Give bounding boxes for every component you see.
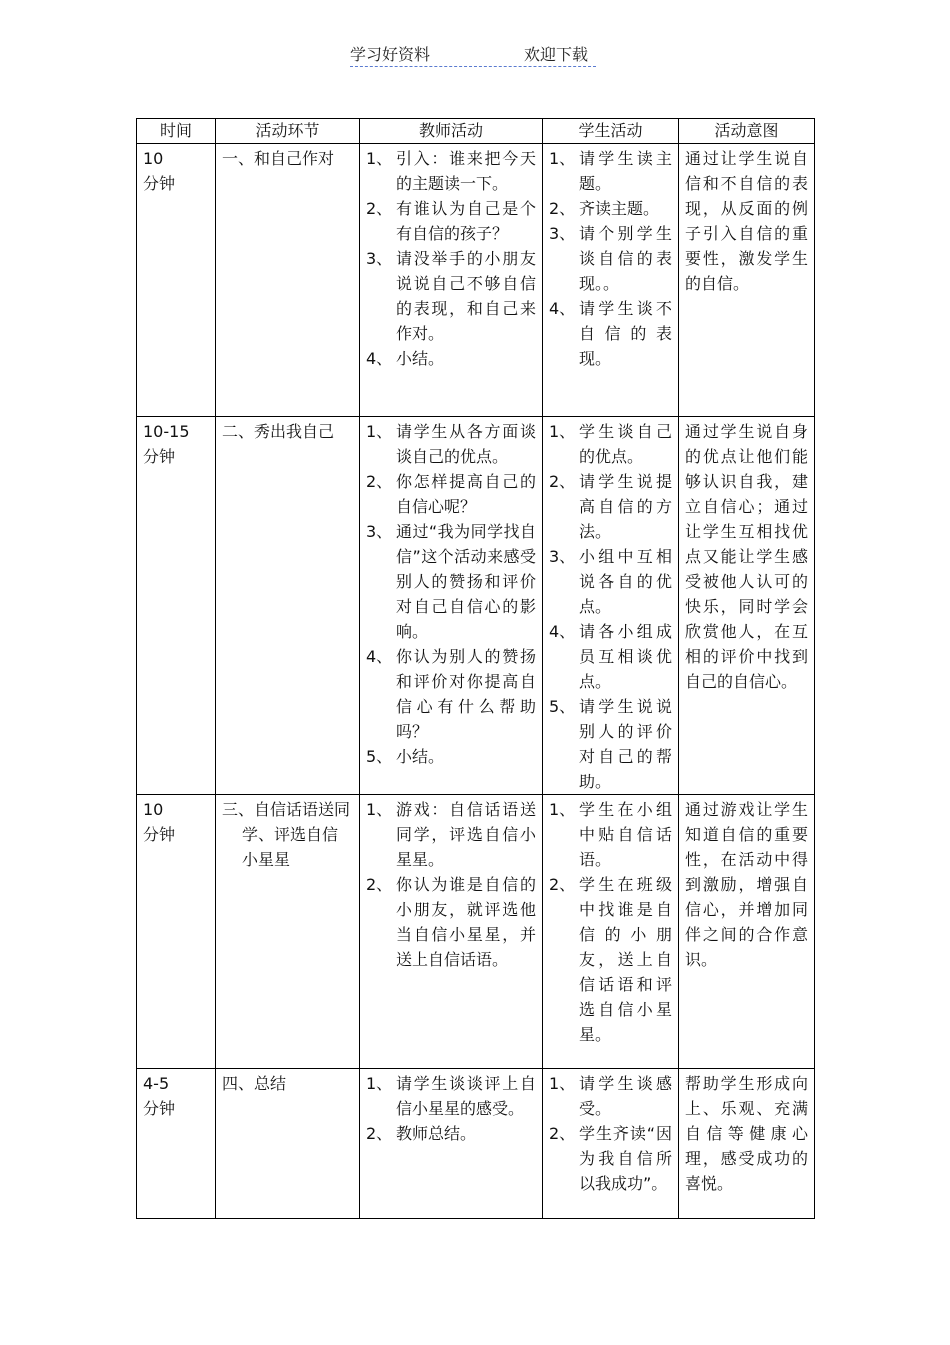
time-text: 分钟 (143, 825, 176, 844)
list-item-number: 3、 (549, 224, 576, 243)
list-item-text: 学生齐读“因为我自信所以我成功”。 (579, 1124, 672, 1193)
intent-cell (679, 417, 815, 795)
list-item (366, 1071, 536, 1121)
stage-text: 三、自信话语送同学、评选自信小星星 (222, 800, 351, 869)
student-activity-cell (543, 144, 679, 417)
list-item (549, 221, 672, 296)
intent-text: 通过学生说自身的优点让他们能够认识自我，建立自信心；通过让学生互相找优点又能让学生感受被他人认可的快乐，同时学会欣赏他人，在互相的评价中找到自己的自信心。 (685, 422, 808, 691)
list-item (366, 644, 536, 744)
list-item-number: 1、 (366, 800, 393, 819)
list-item-number: 1、 (549, 1074, 576, 1093)
list-item-number: 3、 (366, 249, 393, 268)
lesson-plan-table (136, 118, 815, 1219)
table-header-row (137, 119, 815, 144)
stage-text: 一、和自己作对 (222, 149, 335, 168)
list-item-text: 有谁认为自己是个有自信的孩子？ (396, 199, 536, 243)
student-activity-cell (543, 417, 679, 795)
list-item-number: 2、 (549, 875, 576, 894)
list-item-text: 请学生说说别人的评价对自己的帮助。 (579, 697, 672, 791)
list-item-number: 2、 (549, 472, 576, 491)
teacher-activity-cell (360, 417, 543, 795)
column-header: 活动环节 (216, 119, 360, 144)
student-activity-list (549, 1071, 672, 1196)
list-item-text: 通过“我为同学找自信”这个活动来感受别人的赞扬和评价对自己自信心的影响。 (396, 522, 536, 641)
time-text: 10-15 (143, 422, 190, 441)
header-left-text: 学习好资料 (350, 45, 431, 64)
list-item (366, 246, 536, 346)
list-item-text: 学生谈自己的优点。 (579, 422, 672, 466)
table-row (137, 417, 815, 795)
column-header: 时间 (137, 119, 216, 144)
table-row (137, 1069, 815, 1219)
intent-text: 通过游戏让学生知道自信的重要性，在活动中得到激励，增强自信心，并增加同伴之间的合作意识。 (685, 800, 808, 969)
list-item (549, 469, 672, 544)
student-activity-cell (543, 795, 679, 1069)
teacher-activity-cell (360, 795, 543, 1069)
stage-cell (216, 144, 360, 417)
list-item-number: 2、 (549, 199, 576, 218)
list-item-number: 1、 (549, 800, 576, 819)
list-item (366, 519, 536, 644)
teacher-activity-list (366, 1071, 536, 1146)
list-item-number: 4、 (549, 299, 576, 318)
column-header: 活动意图 (679, 119, 815, 144)
list-item-number: 4、 (549, 622, 576, 641)
list-item-number: 1、 (366, 422, 393, 441)
student-activity-cell (543, 1069, 679, 1219)
list-item-text: 请没举手的小朋友说说自己不够自信的表现，和自己来作对。 (396, 249, 536, 343)
list-item-text: 教师总结。 (396, 1124, 477, 1143)
list-item-text: 请学生从各方面谈谈自己的优点。 (396, 422, 536, 466)
list-item-number: 4、 (366, 647, 393, 666)
list-item-text: 请学生谈不自信的表现。 (579, 299, 672, 368)
list-item (366, 469, 536, 519)
list-item-text: 小结。 (396, 349, 445, 368)
list-item-number: 5、 (366, 747, 393, 766)
list-item-text: 你怎样提高自己的自信心呢？ (396, 472, 536, 516)
table-row (137, 144, 815, 417)
list-item-text: 你认为谁是自信的小朋友，就评选他当自信小星星，并送上自信话语。 (396, 875, 536, 969)
time-text: 10 (143, 800, 164, 819)
list-item-number: 5、 (549, 697, 576, 716)
student-activity-list (549, 419, 672, 794)
list-item (549, 619, 672, 694)
list-item-text: 学生在小组中贴自信话语。 (579, 800, 672, 869)
time-cell (137, 795, 216, 1069)
list-item-number: 2、 (366, 472, 393, 491)
time-text: 分钟 (143, 1099, 176, 1118)
table-body (137, 144, 815, 1219)
stage-cell (216, 1069, 360, 1219)
list-item (549, 797, 672, 872)
list-item-number: 1、 (366, 149, 393, 168)
list-item-number: 3、 (549, 547, 576, 566)
list-item (366, 797, 536, 872)
list-item (366, 146, 536, 196)
list-item (549, 419, 672, 469)
list-item (549, 694, 672, 794)
list-item (366, 872, 536, 972)
teacher-activity-cell (360, 144, 543, 417)
time-text: 分钟 (143, 447, 176, 466)
list-item-number: 2、 (549, 1124, 576, 1143)
list-item-number: 3、 (366, 522, 393, 541)
list-item (366, 346, 536, 371)
intent-cell (679, 144, 815, 417)
list-item (549, 146, 672, 196)
list-item (549, 872, 672, 1047)
list-item-text: 齐读主题。 (579, 199, 660, 218)
list-item-text: 请学生读主题。 (579, 149, 672, 193)
list-item-text: 游戏：自信话语送同学，评选自信小星星。 (396, 800, 536, 869)
student-activity-list (549, 797, 672, 1047)
list-item-number: 1、 (366, 1074, 393, 1093)
list-item-number: 4、 (366, 349, 393, 368)
list-item-text: 请个别学生谈自信的表现。。 (579, 224, 672, 293)
teacher-activity-list (366, 419, 536, 769)
teacher-activity-list (366, 146, 536, 371)
list-item-text: 引入：谁来把今天的主题读一下。 (396, 149, 536, 193)
time-text: 分钟 (143, 174, 176, 193)
intent-text: 帮助学生形成向上、乐观、充满自信等健康心理，感受成功的喜悦。 (685, 1074, 808, 1193)
list-item-number: 2、 (366, 1124, 393, 1143)
stage-cell (216, 417, 360, 795)
time-text: 4-5 (143, 1074, 170, 1093)
list-item-text: 请学生谈谈评上自信小星星的感受。 (396, 1074, 536, 1118)
list-item-text: 小组中互相说各自的优点。 (579, 547, 672, 616)
list-item-number: 2、 (366, 199, 393, 218)
list-item (366, 419, 536, 469)
intent-cell (679, 795, 815, 1069)
table-row (137, 795, 815, 1069)
intent-cell (679, 1069, 815, 1219)
list-item (549, 544, 672, 619)
time-cell (137, 417, 216, 795)
list-item (366, 744, 536, 769)
stage-cell (216, 795, 360, 1069)
page-header (350, 40, 596, 67)
header-right-text: 欢迎下载 (524, 45, 589, 64)
list-item-text: 你认为别人的赞扬和评价对你提高自信心有什么帮助吗？ (396, 647, 536, 741)
stage-text: 四、总结 (222, 1074, 287, 1093)
list-item (366, 1121, 536, 1146)
intent-text: 通过让学生说自信和不自信的表现，从反面的例子引入自信的重要性，激发学生的自信。 (685, 149, 808, 293)
teacher-activity-cell (360, 1069, 543, 1219)
list-item-number: 1、 (549, 422, 576, 441)
column-header: 学生活动 (543, 119, 679, 144)
time-cell (137, 1069, 216, 1219)
list-item-text: 小结。 (396, 747, 445, 766)
list-item (549, 296, 672, 371)
list-item (549, 196, 672, 221)
list-item-text: 请各小组成员互相谈优点。 (579, 622, 672, 691)
list-item-number: 2、 (366, 875, 393, 894)
stage-text: 二、秀出我自己 (222, 422, 335, 441)
student-activity-list (549, 146, 672, 371)
list-item (549, 1071, 672, 1121)
list-item (366, 196, 536, 246)
list-item-text: 请学生谈感受。 (579, 1074, 672, 1118)
list-item (549, 1121, 672, 1196)
time-text: 10 (143, 149, 164, 168)
teacher-activity-list (366, 797, 536, 972)
list-item-number: 1、 (549, 149, 576, 168)
time-cell (137, 144, 216, 417)
column-header: 教师活动 (360, 119, 543, 144)
list-item-text: 学生在班级中找谁是自信的小朋友，送上自信话语和评选自信小星星。 (579, 875, 672, 1044)
list-item-text: 请学生说提高自信的方法。 (579, 472, 672, 541)
